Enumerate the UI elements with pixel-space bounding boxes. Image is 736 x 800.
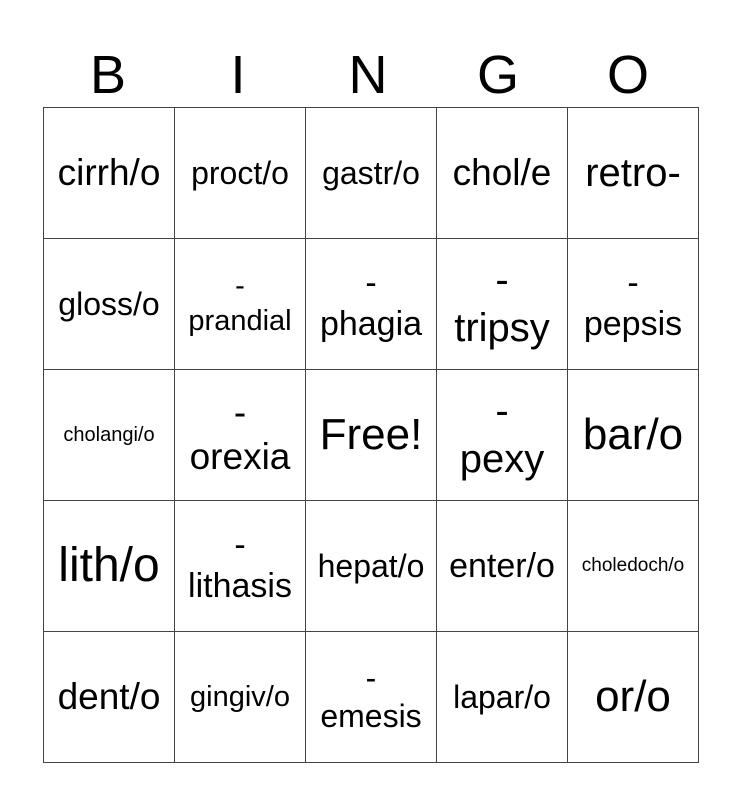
bingo-cell[interactable]: bar/o xyxy=(568,370,699,501)
header-letter-b: B xyxy=(89,45,127,105)
bingo-cell[interactable]: - tripsy xyxy=(437,239,568,370)
bingo-cell[interactable]: - orexia xyxy=(175,370,306,501)
bingo-cell[interactable]: cholangi/o xyxy=(44,370,175,501)
bingo-cell[interactable]: dent/o xyxy=(44,632,175,763)
board-row xyxy=(44,501,699,632)
board-row xyxy=(44,108,699,239)
header-letter-n: N xyxy=(348,45,388,105)
bingo-cell[interactable]: hepat/o xyxy=(306,501,437,632)
bingo-cell[interactable]: or/o xyxy=(568,632,699,763)
bingo-cell[interactable]: - lithasis xyxy=(175,501,306,632)
board-row xyxy=(44,239,699,370)
bingo-board xyxy=(43,107,699,763)
board-row xyxy=(44,370,699,501)
bingo-cell[interactable]: choledoch/o xyxy=(568,501,699,632)
bingo-cell[interactable]: Free! xyxy=(306,370,437,501)
bingo-cell[interactable]: - pexy xyxy=(437,370,568,501)
bingo-cell[interactable]: cirrh/o xyxy=(44,108,175,239)
bingo-cell[interactable]: - emesis xyxy=(306,632,437,763)
bingo-cell[interactable]: lith/o xyxy=(44,501,175,632)
board-row xyxy=(44,632,699,763)
bingo-cell[interactable]: chol/e xyxy=(437,108,568,239)
bingo-cell[interactable]: enter/o xyxy=(437,501,568,632)
bingo-cell[interactable]: - phagia xyxy=(306,239,437,370)
bingo-cell[interactable]: gingiv/o xyxy=(175,632,306,763)
bingo-cell[interactable]: retro- xyxy=(568,108,699,239)
bingo-cell[interactable]: gloss/o xyxy=(44,239,175,370)
bingo-cell[interactable]: - pepsis xyxy=(568,239,699,370)
header-letter-g: G xyxy=(476,45,519,105)
bingo-header xyxy=(43,42,693,108)
bingo-cell[interactable]: lapar/o xyxy=(437,632,568,763)
bingo-cell[interactable]: gastr/o xyxy=(306,108,437,239)
header-letter-i: I xyxy=(230,45,246,105)
bingo-cell[interactable]: - prandial xyxy=(175,239,306,370)
bingo-cell[interactable]: proct/o xyxy=(175,108,306,239)
header-letter-o: O xyxy=(606,45,649,105)
